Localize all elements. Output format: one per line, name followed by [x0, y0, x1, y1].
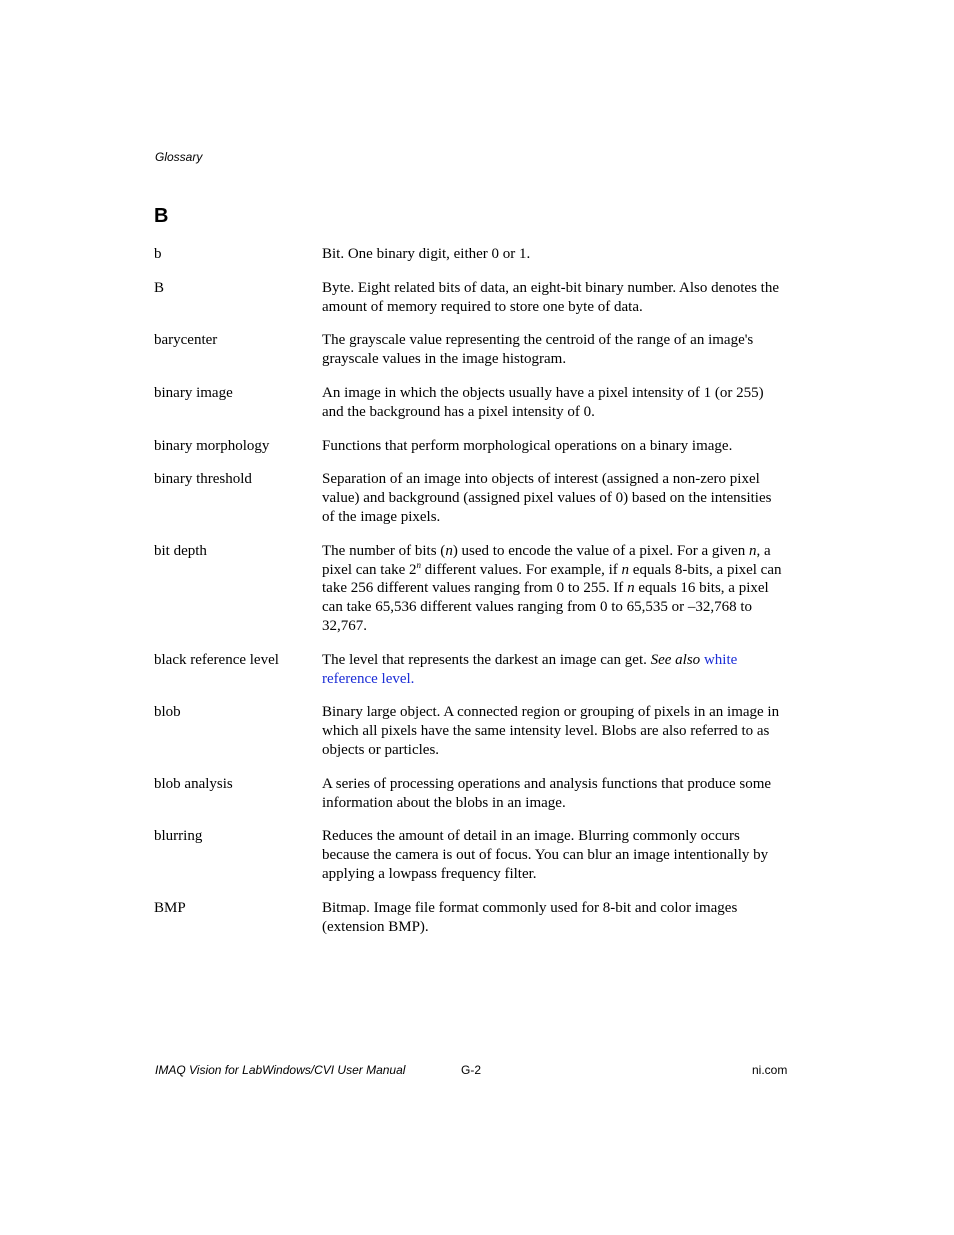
glossary-entry [154, 437, 786, 456]
definition-text: The number of bits ( [322, 542, 446, 559]
glossary-entry [154, 542, 786, 636]
glossary-definition [322, 651, 784, 689]
glossary-entry [154, 651, 786, 689]
definition-text: ) used to encode the value of a pixel. For a given [452, 542, 749, 559]
definition-text: , a pixel can take 2 [322, 542, 771, 578]
glossary-term: b [154, 246, 162, 262]
glossary-definition: Bit. One binary digit, either 0 or 1. [322, 246, 531, 262]
see-also-label: See also [650, 651, 701, 668]
glossary-term: black reference level [154, 651, 279, 668]
glossary-definition: Bitmap. Image file format commonly used for 8-bit and color images (extension BMP). [322, 899, 738, 935]
footer-manual-title: IMAQ Vision for LabWindows/CVI User Manual [155, 1063, 406, 1077]
glossary-term: B [154, 279, 165, 296]
definition-text: equals 8-bits, a pixel can take 256 different values ranging from 0 to 255. If [322, 561, 782, 597]
variable-n: n [621, 561, 630, 578]
glossary-definition: A series of processing operations and analysis functions that produce some information about the blobs in an image. [322, 775, 772, 811]
glossary-term: blurring [154, 828, 203, 845]
glossary-entry [154, 703, 786, 759]
variable-n: n [627, 580, 635, 597]
glossary-term: binary threshold [154, 471, 252, 488]
glossary-definition: Separation of an image into objects of interest (assigned a non-zero pixel value) and background (assigned pixel values of 0) based on the intensities of the image pixels. [322, 471, 772, 525]
glossary-definition: Byte. Eight related bits of data, an eight-bit binary number. Also denotes the amount of memory required to store one byte of data. [322, 279, 779, 315]
glossary-term: BMP [154, 899, 186, 916]
glossary-definition: Reduces the amount of detail in an image. Blurring commonly occurs because the camera is out of focus. You can blur an image intentionally by applying a lowpass frequency filter. [322, 828, 769, 882]
definition-text: equals 16 bits, a pixel can take 65,536 different values ranging from 0 to 65,535 or –32,768 to 32,767. [322, 580, 769, 634]
glossary-term: barycenter [154, 332, 218, 349]
glossary-term: blob [154, 704, 181, 721]
glossary-entry [154, 827, 786, 883]
running-head: Glossary [155, 150, 203, 164]
glossary-definition [322, 542, 784, 636]
section-heading: B [154, 205, 169, 227]
glossary-entry [154, 470, 786, 526]
glossary-definition: An image in which the objects usually have a pixel intensity of 1 (or 255) and the background has a pixel intensity of 0. [322, 384, 764, 420]
glossary-term: bit depth [154, 542, 207, 559]
glossary-term: binary image [154, 384, 233, 401]
variable-n: n [445, 542, 453, 559]
glossary-definition: Binary large object. A connected region or grouping of pixels in an image in which all pixels have the same intensity level. Blobs are also referred to as objects or particles. [322, 704, 780, 758]
variable-n: n [748, 542, 757, 559]
definition-text: different values. For example, if [421, 561, 622, 578]
glossary-term: blob analysis [154, 775, 233, 792]
exponent-n: n [416, 559, 422, 570]
glossary-entry [154, 245, 786, 264]
glossary-list [154, 245, 786, 951]
glossary-definition: The grayscale value representing the centroid of the range of an image's grayscale values in the image histogram. [322, 332, 754, 368]
footer-website: ni.com [752, 1063, 788, 1077]
glossary-definition: Functions that perform morphological operations on a binary image. [322, 437, 733, 454]
glossary-term: binary morphology [154, 437, 270, 454]
footer-page-number: G-2 [461, 1063, 482, 1077]
glossary-entry [154, 384, 786, 422]
glossary-entry [154, 899, 786, 937]
glossary-entry [154, 279, 786, 317]
glossary-entry [154, 331, 786, 369]
definition-text: The level that represents the darkest an image can get. [322, 651, 651, 668]
white-reference-level-link[interactable]: white reference level. [322, 651, 738, 687]
glossary-entry [154, 775, 786, 813]
